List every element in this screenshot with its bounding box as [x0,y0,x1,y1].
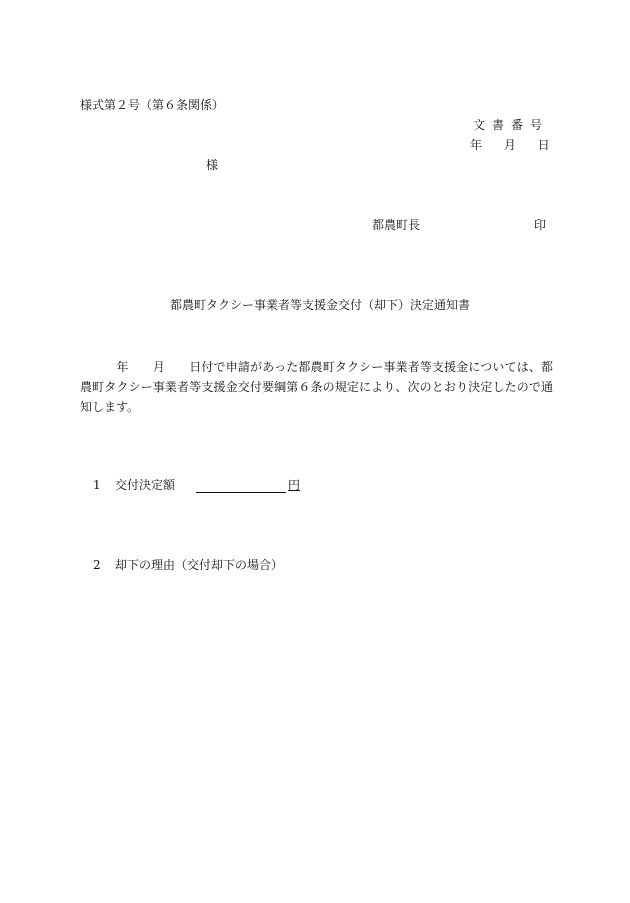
date-line: 年 月 日 [470,138,550,152]
amount-blank-line [196,492,286,493]
item-1-unit: 円 [288,478,301,492]
item-2-label: 却下の理由（交付却下の場合） [115,558,284,572]
body-paragraph: 年 月 日付で申請があった都農町タクシー事業者等支援金については、都農町タクシー事業者等支援金交付要綱第６条の規定により、次のとおり決定したので通知します。 [80,360,553,414]
form-number: 様式第２号（第６条関係） [80,98,225,112]
item-1-number: 1 [93,478,101,492]
seal-mark: 印 [534,218,547,232]
addressee-suffix: 様 [206,158,219,172]
document-number-label: 文書番号 [473,118,550,132]
item-1-label: 交付決定額 [115,478,176,492]
issuer-name: 都農町長 [372,218,421,232]
document-title: 都農町タクシー事業者等支援金交付（却下）決定通知書 [170,298,471,312]
item-2-number: 2 [93,558,101,572]
